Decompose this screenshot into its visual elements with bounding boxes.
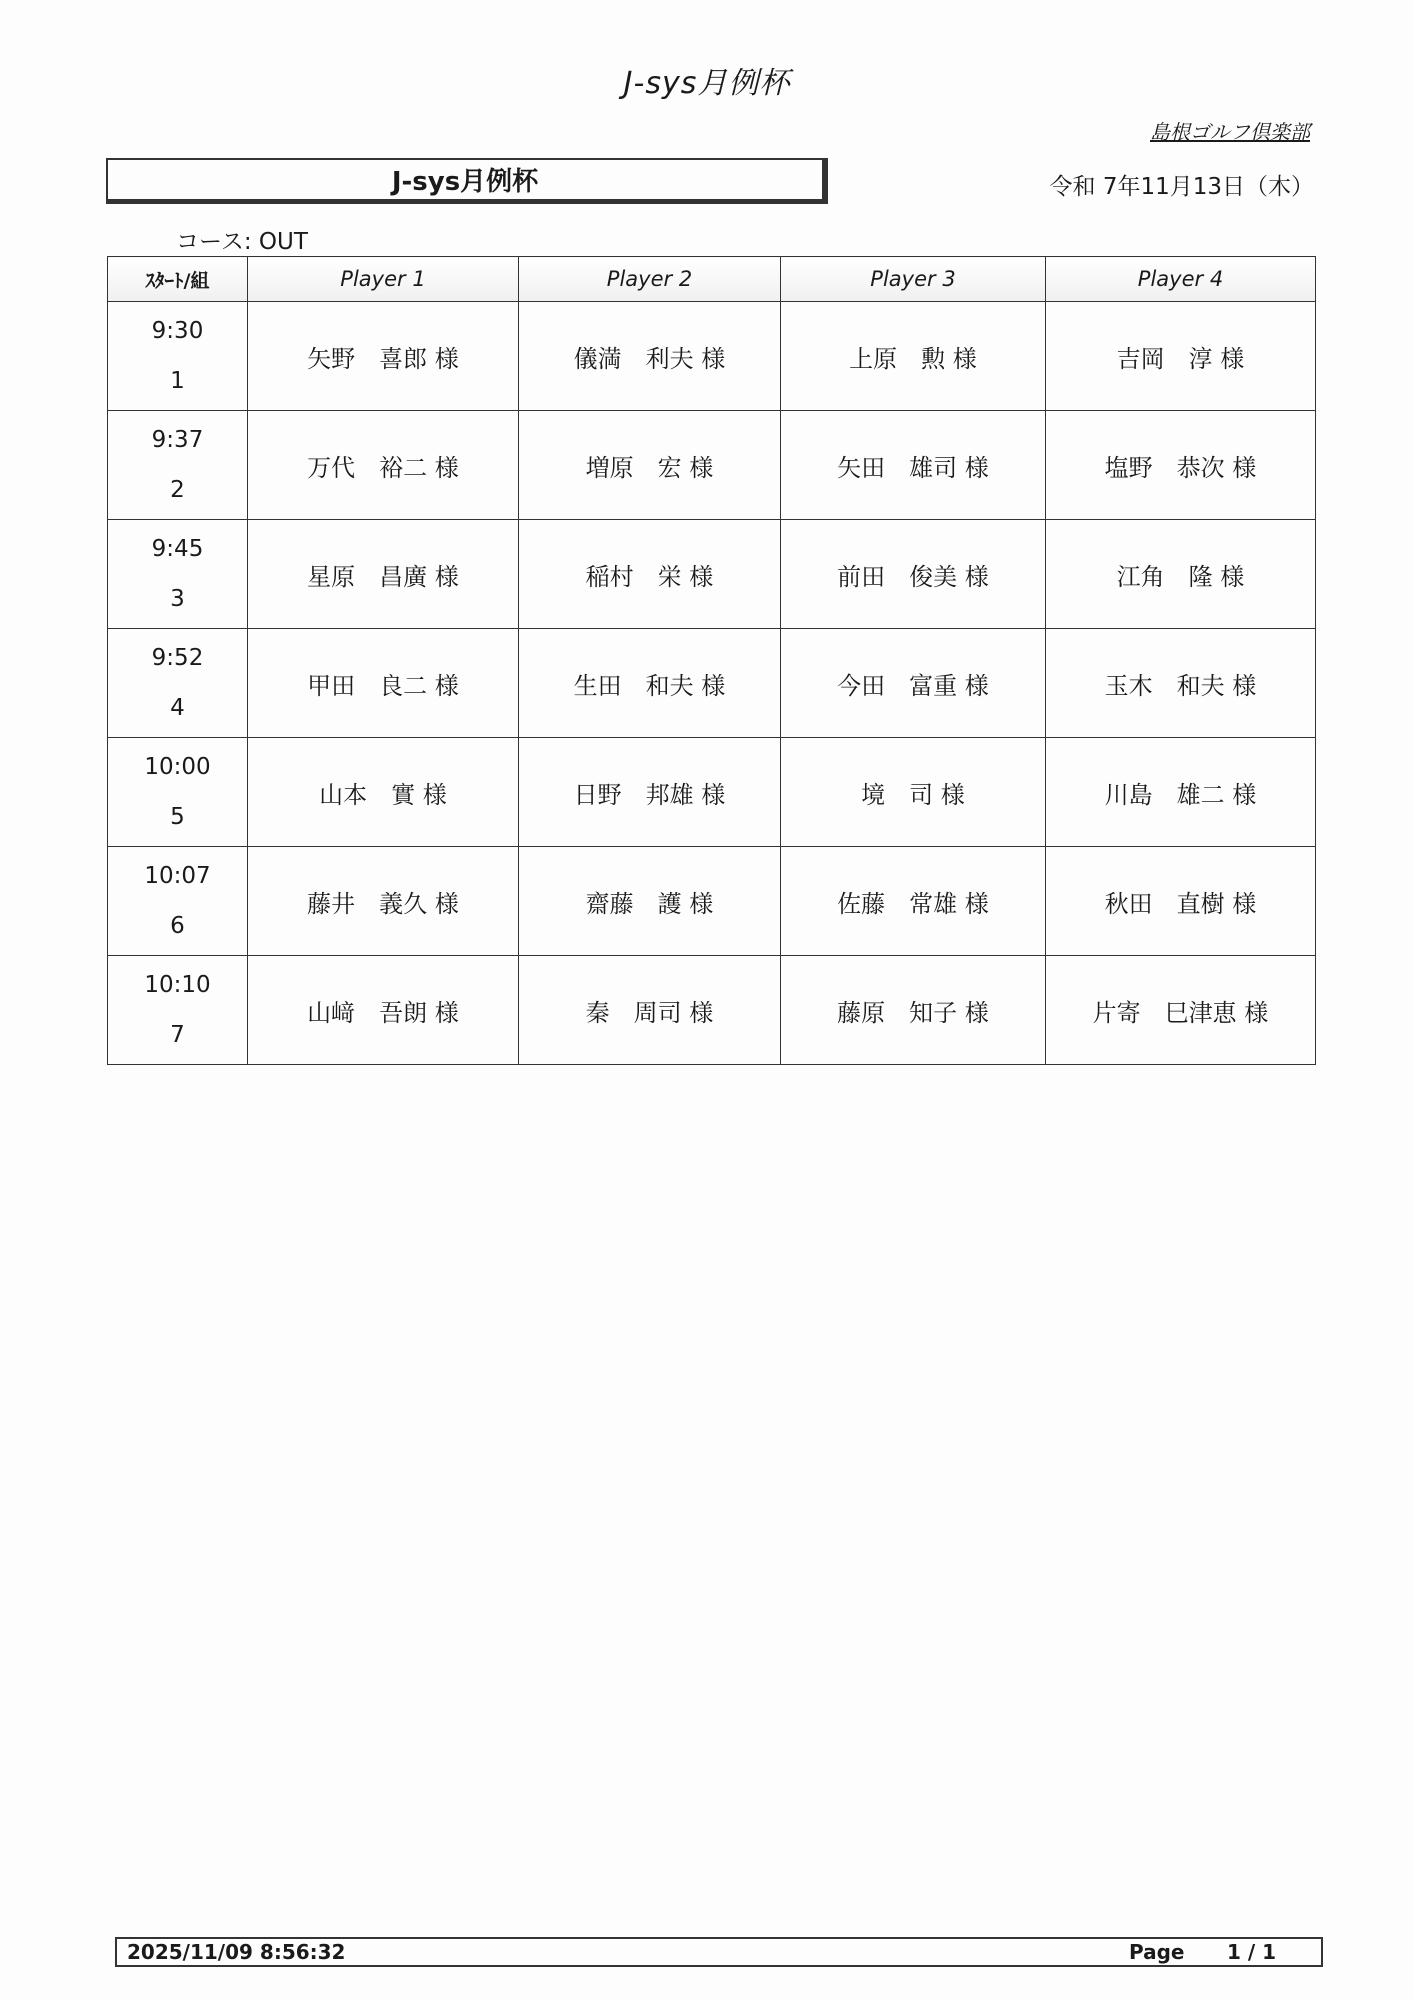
page-label: Page: [1129, 1940, 1185, 1964]
start-cell: [108, 738, 248, 847]
table-row: [108, 411, 1316, 520]
table-header-row: [108, 257, 1316, 302]
table-row: [108, 629, 1316, 738]
group-number: 7: [170, 1022, 185, 1048]
start-time: 10:07: [144, 863, 211, 889]
table-row: [108, 302, 1316, 411]
player-cell: 藤井 義久 様: [248, 847, 519, 956]
player-cell: 玉木 和夫 様: [1046, 629, 1316, 738]
table-row: [108, 520, 1316, 629]
group-number: 5: [170, 804, 185, 830]
player-cell: 増原 宏 様: [519, 411, 781, 520]
group-number: 2: [170, 477, 185, 503]
column-header-player-1: Player 1: [248, 257, 519, 302]
player-cell: 秦 周司 様: [519, 956, 781, 1065]
player-cell: 齋藤 護 様: [519, 847, 781, 956]
start-cell: [108, 956, 248, 1065]
player-cell: 稲村 栄 様: [519, 520, 781, 629]
event-date: 令和 7年11月13日（木）: [1049, 174, 1314, 200]
page-title: J-sys月例杯: [623, 66, 791, 101]
player-cell: 藤原 知子 様: [781, 956, 1046, 1065]
start-time: 10:00: [144, 754, 211, 780]
table-row: [108, 738, 1316, 847]
table-row: [108, 956, 1316, 1065]
start-time: 9:30: [151, 318, 204, 344]
column-header-player-3: Player 3: [781, 257, 1046, 302]
player-cell: 前田 俊美 様: [781, 520, 1046, 629]
group-number: 6: [170, 913, 185, 939]
player-cell: 上原 勲 様: [781, 302, 1046, 411]
column-header-start-group: ｽﾀｰﾄ/組: [108, 257, 248, 302]
player-cell: 万代 裕二 様: [248, 411, 519, 520]
player-cell: 佐藤 常雄 様: [781, 847, 1046, 956]
column-header-player-2: Player 2: [519, 257, 781, 302]
start-cell: [108, 302, 248, 411]
player-cell: 日野 邦雄 様: [519, 738, 781, 847]
player-cell: 秋田 直樹 様: [1046, 847, 1316, 956]
table-row: [108, 847, 1316, 956]
event-title-box: J-sys月例杯: [106, 158, 828, 204]
player-cell: 川島 雄二 様: [1046, 738, 1316, 847]
start-time: 9:52: [151, 645, 204, 671]
start-cell: [108, 629, 248, 738]
group-number: 3: [170, 586, 185, 612]
club-name: 島根ゴルフ倶楽部: [1150, 120, 1310, 144]
start-time: 9:37: [151, 427, 204, 453]
course-label: コース: OUT: [176, 229, 308, 255]
player-cell: 矢野 喜郎 様: [248, 302, 519, 411]
player-cell: 山本 實 様: [248, 738, 519, 847]
player-cell: 矢田 雄司 様: [781, 411, 1046, 520]
player-cell: 甲田 良二 様: [248, 629, 519, 738]
player-cell: 今田 富重 様: [781, 629, 1046, 738]
start-cell: [108, 520, 248, 629]
page-number: 1 / 1: [1227, 1940, 1277, 1964]
player-cell: 儀満 利夫 様: [519, 302, 781, 411]
player-cell: 山﨑 吾朗 様: [248, 956, 519, 1065]
player-cell: 生田 和夫 様: [519, 629, 781, 738]
print-timestamp: 2025/11/09 8:56:32: [127, 1940, 346, 1964]
start-cell: [108, 847, 248, 956]
player-cell: 境 司 様: [781, 738, 1046, 847]
column-header-player-4: Player 4: [1046, 257, 1316, 302]
player-cell: 星原 昌廣 様: [248, 520, 519, 629]
start-time: 9:45: [151, 536, 204, 562]
group-number: 4: [170, 695, 185, 721]
player-cell: 吉岡 淳 様: [1046, 302, 1316, 411]
start-cell: [108, 411, 248, 520]
start-time: 10:10: [144, 972, 211, 998]
player-cell: 片寄 巳津恵 様: [1046, 956, 1316, 1065]
tee-time-table: [107, 256, 1316, 1065]
player-cell: 塩野 恭次 様: [1046, 411, 1316, 520]
print-footer: [115, 1937, 1323, 1967]
player-cell: 江角 隆 様: [1046, 520, 1316, 629]
group-number: 1: [170, 368, 185, 394]
